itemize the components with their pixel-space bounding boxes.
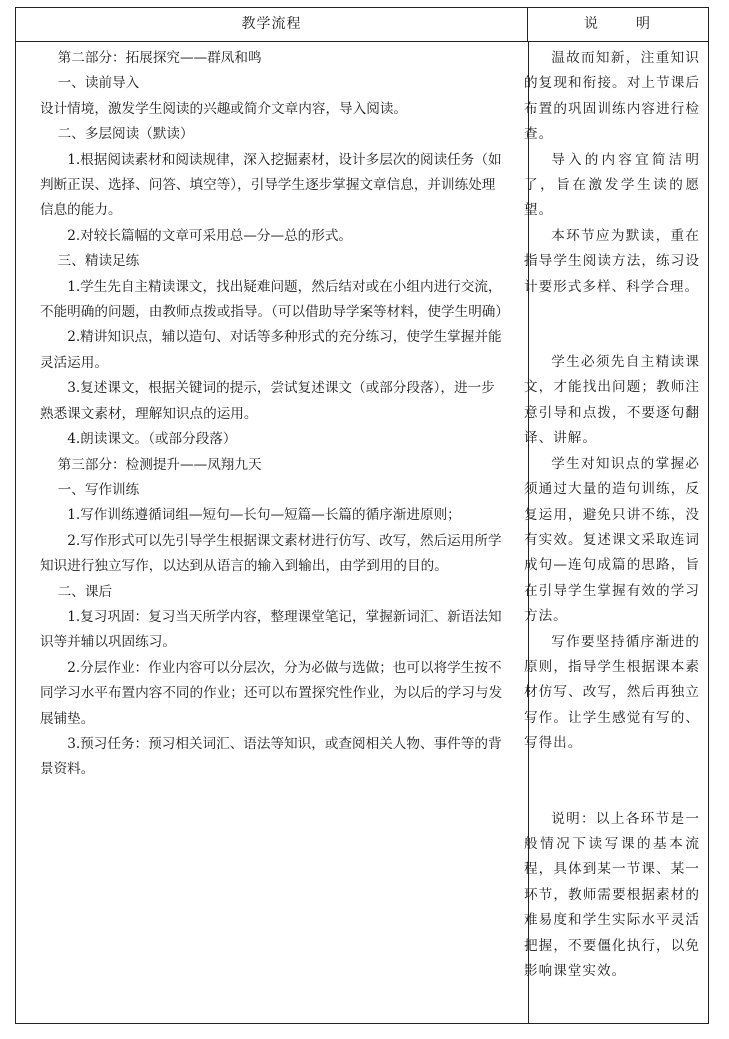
flow-paragraph: 2.精讲知识点，辅以造句、对话等多种形式的充分练习，使学生掌握并能灵活运用。	[40, 329, 502, 371]
section-title-part2: 第二部分：拓展探究——群凤和鸣	[57, 50, 262, 66]
note-paragraph: 导入的内容宜简洁明了，旨在激发学生读的愿望。	[524, 151, 700, 219]
note-paragraph: 写作要坚持循序渐进的原则，指导学生根据课本素材仿写、改写，然后再独立写作。让学生感觉有写的、写得出。	[524, 633, 700, 752]
flow-paragraph: 1.学生先自主精读课文，找出疑难问题，然后结对或在小组内进行交流，不能明确的问题，由教师点拨或指导。（可以借助导学案等材料，使学生明确）	[40, 278, 509, 321]
note-paragraph: 本环节应为默读，重在指导学生阅读方法，练习设计要形式多样、科学合理。	[524, 227, 700, 295]
flow-paragraph: 2.分层作业：作业内容可以分层次，分为必做与选做；也可以将学生按不同学习水平布置内容不同的作业；还可以布置探究性作业，为以后的学习与发展铺垫。	[40, 659, 503, 727]
flow-paragraph: 4.朗读课文。（或部分段落）	[67, 431, 237, 448]
subheading-pre-reading: 一、读前导入	[57, 75, 140, 92]
note-spacer	[524, 757, 700, 807]
flow-paragraph: 3.复述课文，根据关键词的提示，尝试复述课文（或部分段落），进一步熟悉课文素材，理解知识点的运用。	[40, 380, 495, 422]
subheading-multi-reading: 二、多层阅读（默读）	[57, 126, 194, 143]
flow-paragraph: 3.预习任务：预习相关词汇、语法等知识，或查阅相关人物、事件等的背景资料。	[40, 735, 502, 778]
teaching-flow-column	[40, 46, 509, 783]
header-notes: 说 明	[584, 16, 662, 32]
flow-paragraph: 2.写作形式可以先引导学生根据课文素材进行仿写、改写，然后运用所学知识进行独立写作，以达到从语言的输入到输出，由学到用的目的。	[40, 532, 502, 575]
table-header	[16, 8, 708, 42]
header-teaching-flow: 教学流程	[16, 8, 528, 41]
flow-paragraph: 设计情境，激发学生阅读的兴趣或简介文章内容，导入阅读。	[40, 100, 408, 117]
notes-column	[524, 46, 700, 984]
flow-paragraph: 2.对较长篇幅的文章可采用总—分—总的形式。	[67, 227, 353, 244]
subheading-writing: 一、写作训练	[57, 481, 140, 498]
note-spacer	[524, 300, 700, 350]
flow-paragraph: 1.复习巩固：复习当天所学内容，整理课堂笔记，掌握新词汇、新语法知识等并辅以巩固练习。	[40, 608, 502, 651]
section-title-part3: 第三部分：检测提升——凤翔九天	[57, 456, 262, 473]
note-paragraph: 学生对知识点的掌握必须通过大量的造句训练，反复运用，避免只讲不练，没有实效。复述课文采取连词成句—连句成篇的思路，旨在引导学生掌握有效的学习方法。	[524, 455, 700, 625]
flow-paragraph: 1.写作训练遵循词组—短句—长句—短篇—长篇的循序渐进原则；	[67, 507, 461, 524]
note-summary: 说明：以上各环节是一般情况下读写课的基本流程，具体到某一节课、某一环节，教师需要根据素材的难易度和学生实际水平灵活把握，不要僵化执行，以免影响课堂实效。	[524, 810, 700, 979]
note-paragraph: 学生必须先自主精读课文，才能找出问题；教师注意引导和点拨，不要逐句翻译、讲解。	[524, 354, 700, 447]
subheading-after-class: 二、课后	[57, 583, 113, 600]
flow-paragraph: 1.根据阅读素材和阅读规律，深入挖掘素材，设计多层次的阅读任务（如判断正误、选择、问答、填空等），引导学生逐步掌握文章信息，并训练处理信息的能力。	[40, 151, 502, 219]
subheading-intensive-reading: 三、精读足练	[57, 253, 140, 270]
note-paragraph: 温故而知新，注重知识的复现和衔接。对上节课后布置的巩固训练内容进行检查。	[524, 50, 700, 143]
